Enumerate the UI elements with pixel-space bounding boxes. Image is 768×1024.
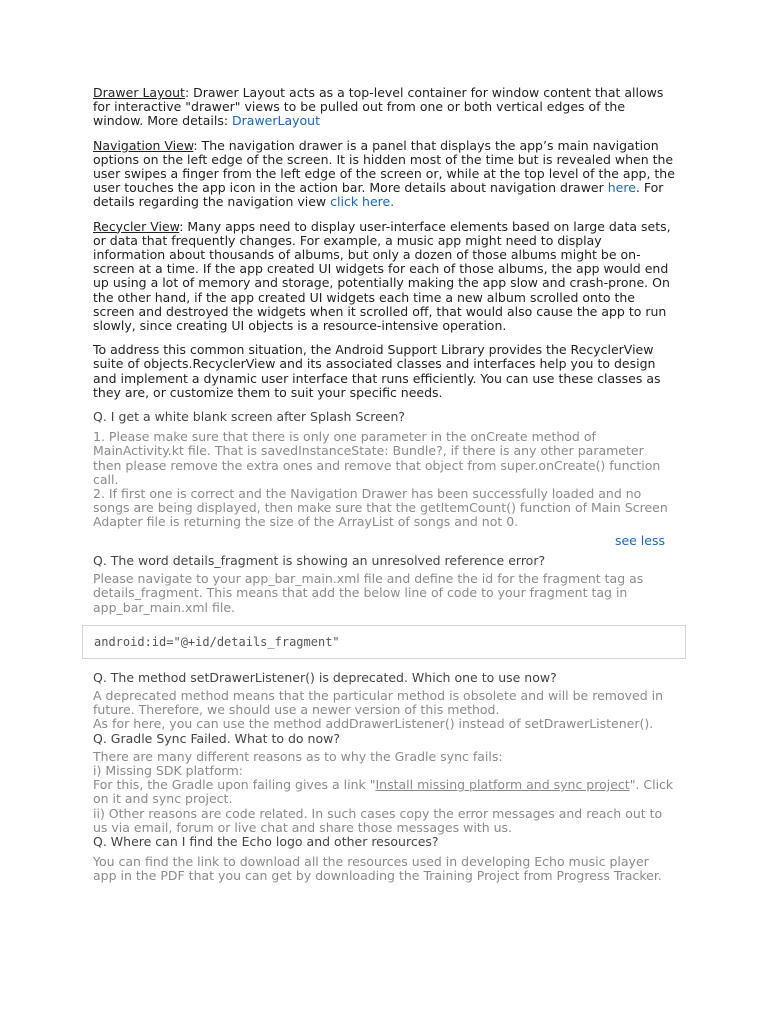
faq-question-3: Q. The method setDrawerListener() is deprecated. Which one to use now? bbox=[93, 669, 557, 685]
faq-answer-1-part-2: 2. If first one is correct and the Navigation Drawer has been successfully loaded and no songs are being displayed, then make sure that the getItemCount() function of Main Screen Adapter file is returning the size of the ArrayList of songs and not 0. bbox=[93, 486, 668, 530]
faq-answer-1-part-1: 1. Please make sure that there is only one parameter in the onCreate method of MainActivity.kt file. That is savedInstanceState: Bundle?, if there is any other parameter then please remove the extra ones and remove that object from super.onCreate() function call. bbox=[93, 429, 661, 487]
faq-section bbox=[93, 410, 675, 883]
recycler-view-paragraph bbox=[93, 220, 675, 334]
install-missing-platform-link[interactable]: Install missing platform and sync project bbox=[375, 777, 630, 793]
navigation-view-mid-text: . For details regarding the navigation view bbox=[93, 180, 664, 210]
faq-question-4: Q. Gradle Sync Failed. What to do now? bbox=[93, 730, 340, 746]
faq-answer-4-detail-end: ". Click on it and sync project. bbox=[93, 777, 674, 807]
faq-answer-4-detail-start: For this, the Gradle upon failing gives a link " bbox=[93, 777, 376, 793]
faq-answer-4-item-1: i) Missing SDK platform: bbox=[93, 762, 243, 778]
navigation-view-text: : The navigation drawer is a panel that displays the app’s main navigation options on the left edge of the screen. It is hidden most of the time but is revealed when the user swipes a finger from the left edge of the screen or, while at the top level of the app, the user touches the app icon in the action bar. More details about navigation drawer bbox=[93, 137, 675, 196]
document-body bbox=[93, 86, 675, 884]
faq-answer-3-part-2: As for here, you can use the method addDrawerListener() instead of setDrawerListener(). bbox=[93, 716, 654, 732]
faq-answer-4-intro: There are many different reasons as to why the Gradle sync fails: bbox=[93, 748, 503, 764]
drawerlayout-link[interactable]: DrawerLayout bbox=[232, 113, 320, 129]
code-snippet: android:id="@+id/details_fragment" bbox=[82, 625, 686, 659]
faq-answer-3-part-1: A deprecated method means that the particular method is obsolete and will be removed in future. Therefore, we should use a newer version of this method. bbox=[93, 687, 663, 718]
faq-answer-2: Please navigate to your app_bar_main.xml file and define the id for the fragment tag as details_fragment. This means that add the below line of code to your fragment tag in app_bar_main.xml file. bbox=[93, 571, 644, 615]
address-situation-paragraph: To address this common situation, the Android Support Library provides the RecyclerView suite of objects.RecyclerView and its associated classes and interfaces help you to design and implement a dynamic user interface that runs efficiently. You can use these classes as they are, or customize them to suit your specific needs. bbox=[93, 342, 661, 400]
drawer-layout-text: : Drawer Layout acts as a top-level container for window content that allows for interactive "drawer" views to be pulled out from one or both vertical edges of the window. More details: bbox=[93, 85, 664, 129]
drawer-layout-term: Drawer Layout bbox=[93, 85, 185, 100]
faq-answer-4-item-2: ii) Other reasons are code related. In such cases copy the error messages and reach out to us via email, forum or live chat and share those messages with us. bbox=[93, 805, 663, 835]
see-less-link[interactable]: see less bbox=[614, 532, 665, 548]
navigation-view-paragraph bbox=[93, 139, 675, 210]
faq-question-1: Q. I get a white blank screen after Splash Screen? bbox=[93, 409, 406, 425]
faq-answer-4-item-1-detail bbox=[93, 778, 675, 806]
navigation-drawer-here-link[interactable]: here bbox=[607, 180, 636, 196]
faq-question-2: Q. The word details_fragment is showing an unresolved reference error? bbox=[93, 552, 546, 568]
drawer-layout-paragraph bbox=[93, 86, 675, 129]
recycler-view-text: : Many apps need to display user-interface elements based on large data sets, or data that frequently changes. For example, a music app might need to display information about thousands of albums, but only a dozen of those albums might be on-screen at a time. If the app created UI widgets for each of those albums, the app would end up using a lot of memory and storage, potentially making the app slow and crash-prone. On the other hand, if the app created UI widgets each time a new album scrolled onto the screen and destroyed the widgets when it scrolled off, that would also cause the app to run slowly, since creating UI objects is a resource-intensive operation. bbox=[93, 218, 671, 334]
recycler-view-term: Recycler View bbox=[93, 218, 180, 234]
navigation-view-term: Navigation View bbox=[93, 137, 194, 153]
faq-answer-5: You can find the link to download all the resources used in developing Echo music player app in the PDF that you can get by downloading the Training Project from Progress Tracker. bbox=[93, 854, 662, 884]
navigation-view-click-here-link[interactable]: click here. bbox=[330, 194, 395, 210]
faq-question-5: Q. Where can I find the Echo logo and other resources? bbox=[93, 833, 439, 849]
